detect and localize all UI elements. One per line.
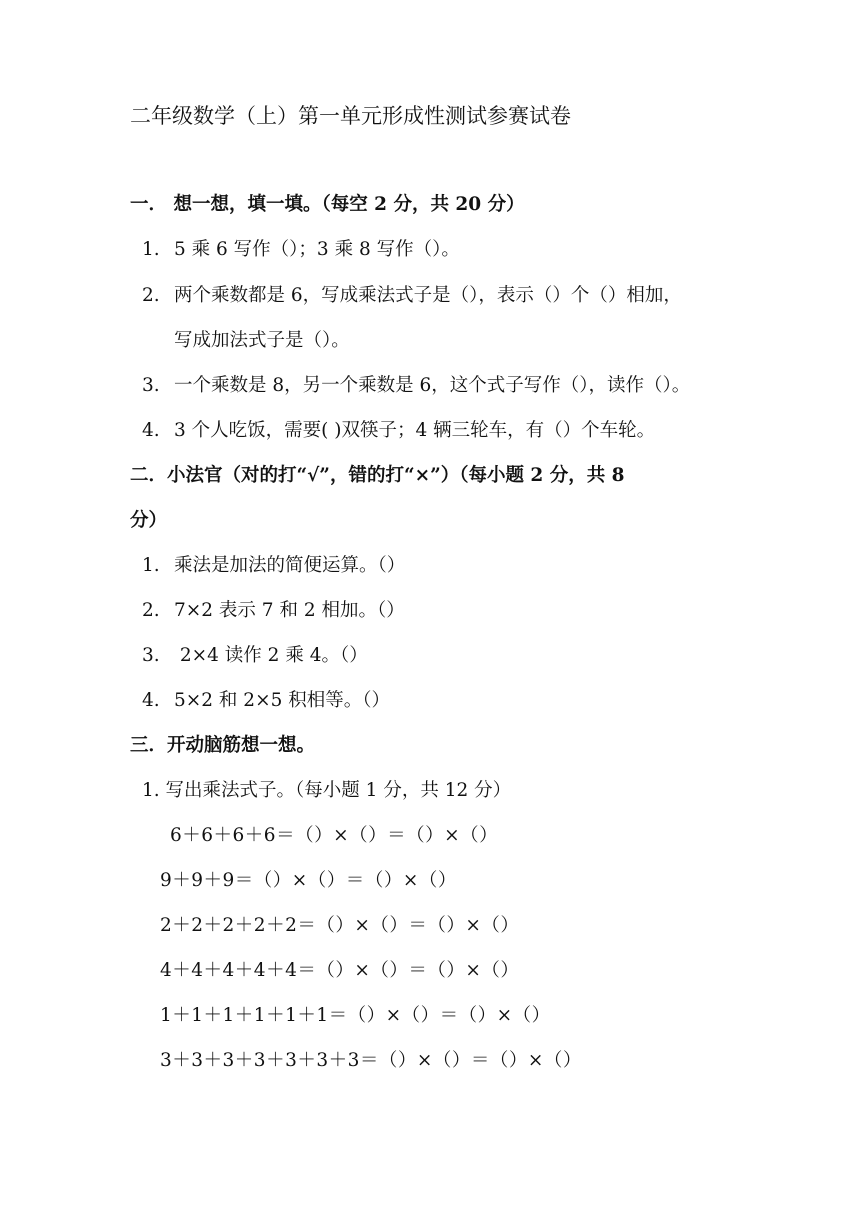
item-text: 7×2 表示 7 和 2 相加。（） bbox=[174, 600, 405, 621]
item-text: 5×2 和 2×5 积相等。（） bbox=[174, 690, 390, 711]
item-number: 3. bbox=[142, 645, 160, 666]
item-number: 4. bbox=[142, 420, 160, 441]
section-3-subheading: 1. 写出乘法式子。（每小题 1 分，共 12 分） bbox=[142, 780, 512, 801]
item-text: 一个乘数是 8，另一个乘数是 6，这个式子写作（），读作（）。 bbox=[174, 375, 691, 396]
section-2-item-2 bbox=[142, 599, 405, 623]
section-2-item-1 bbox=[142, 554, 405, 578]
equation-line-2: 9＋9＋9＝（）×（）＝（）×（） bbox=[160, 870, 457, 891]
item-number: 3. bbox=[142, 375, 160, 396]
section-1-item-4 bbox=[142, 419, 655, 443]
item-number: 1. bbox=[142, 239, 160, 260]
equation-line-5: 1＋1＋1＋1＋1＋1＝（）×（）＝（）×（） bbox=[160, 1005, 551, 1026]
item-text: 两个乘数都是 6，写成乘法式子是（），表示（）个（）相加， bbox=[174, 285, 682, 306]
section-2-item-4 bbox=[142, 689, 390, 713]
section-1-item-3 bbox=[142, 374, 690, 398]
page-title: 二年级数学（上）第一单元形成性测试参赛试卷 bbox=[130, 104, 571, 128]
section-1-item-1 bbox=[142, 238, 460, 262]
equation-line-4: 4＋4＋4＋4＋4＝（）×（）＝（）×（） bbox=[160, 960, 520, 981]
section-2-heading: 二．小法官（对的打“√”，错的打“×”）（每小题 2 分，共 8 bbox=[130, 465, 625, 486]
section-3-heading: 三．开动脑筋想一想。 bbox=[130, 735, 316, 756]
equation-line-6: 3＋3＋3＋3＋3＋3＋3＝（）×（）＝（）×（） bbox=[160, 1050, 582, 1071]
section-1-item-2 bbox=[142, 284, 682, 308]
item-text: 2×4 读作 2 乘 4。（） bbox=[174, 645, 368, 666]
item-text: 3 个人吃饭，需要( )双筷子；4 辆三轮车，有（）个车轮。 bbox=[174, 420, 656, 441]
item-number: 1. bbox=[142, 555, 160, 576]
item-number: 2. bbox=[142, 285, 160, 306]
item-text: 5 乘 6 写作（）；3 乘 8 写作（）。 bbox=[174, 239, 460, 260]
item-number: 2. bbox=[142, 600, 160, 621]
item-text: 乘法是加法的简便运算。（） bbox=[174, 555, 406, 576]
section-1-heading: 一． 想一想，填一填。（每空 2 分，共 20 分） bbox=[130, 194, 525, 215]
item-text: 写成加法式子是（）。 bbox=[174, 330, 350, 351]
section-2-heading-continued: 分） bbox=[130, 510, 168, 531]
equation-line-3: 2＋2＋2＋2＋2＝（）×（）＝（）×（） bbox=[160, 915, 520, 936]
item-number: 4. bbox=[142, 690, 160, 711]
section-2-item-3 bbox=[142, 644, 368, 668]
section-1-item-2-continued bbox=[174, 329, 350, 353]
equation-line-1: 6＋6＋6＋6＝（）×（）＝（）×（） bbox=[170, 825, 499, 846]
